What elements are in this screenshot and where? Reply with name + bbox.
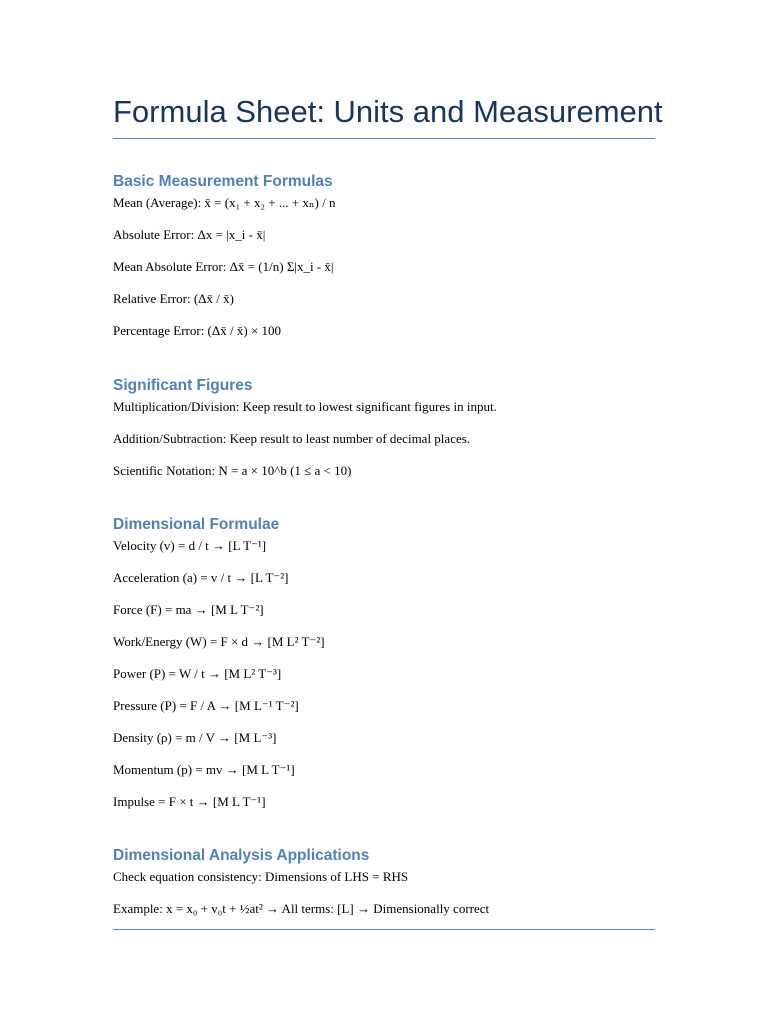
formula-power: Power (P) = W / t → [M L² T⁻³]	[113, 666, 282, 681]
rule-addition-subtraction: Addition/Subtraction: Keep result to least number of decimal places.	[113, 431, 471, 446]
page-title: Formula Sheet: Units and Measurement	[113, 94, 663, 129]
formula-percentage-error: Percentage Error: (Δx̄ / x̄) × 100	[113, 323, 282, 338]
formula-acceleration: Acceleration (a) = v / t → [L T⁻²]	[113, 570, 289, 585]
formula-mean: Mean (Average): x̄ = (x₁ + x₂ + ... + xₙ) / n	[113, 195, 336, 210]
rule-multiplication-division: Multiplication/Division: Keep result to lowest significant figures in input.	[113, 399, 497, 414]
formula-list	[113, 193, 655, 341]
section-dimensional-formulae	[113, 514, 655, 824]
formula-absolute-error: Absolute Error: Δx = |x_i - x̄|	[113, 227, 266, 242]
formula-mean-absolute-error: Mean Absolute Error: Δx̄ = (1/n) Σ|x_i - x̄|	[113, 259, 334, 274]
formula-density: Density (ρ) = m / V → [M L⁻³]	[113, 730, 277, 745]
formula-list	[113, 536, 655, 812]
section-dimensional-analysis-applications	[113, 845, 655, 931]
rule-list	[113, 397, 655, 481]
application-example: Example: x = x₀ + v₀t + ½at² → All terms: [L] → Dimensionally correct	[113, 901, 490, 916]
bottom-divider	[113, 929, 655, 930]
application-list	[113, 867, 655, 919]
rule-scientific-notation: Scientific Notation: N = a × 10^b (1 ≤ a < 10)	[113, 463, 352, 478]
section-heading: Significant Figures	[113, 377, 253, 394]
section-significant-figures	[113, 375, 655, 493]
formula-force: Force (F) = ma → [M L T⁻²]	[113, 602, 264, 617]
section-heading: Basic Measurement Formulas	[113, 173, 333, 190]
formula-velocity: Velocity (v) = d / t → [L T⁻¹]	[113, 538, 267, 553]
section-basic-measurement-formulas	[113, 171, 655, 353]
section-heading: Dimensional Formulae	[113, 516, 280, 533]
title-divider	[113, 138, 655, 139]
formula-momentum: Momentum (p) = mv → [M L T⁻¹]	[113, 762, 295, 777]
formula-pressure: Pressure (P) = F / A → [M L⁻¹ T⁻²]	[113, 698, 299, 713]
formula-impulse: Impulse = F × t → [M L T⁻¹]	[113, 794, 266, 809]
application-consistency-check: Check equation consistency: Dimensions of LHS = RHS	[113, 869, 409, 884]
formula-work-energy: Work/Energy (W) = F × d → [M L² T⁻²]	[113, 634, 325, 649]
formula-relative-error: Relative Error: (Δx̄ / x̄)	[113, 291, 234, 306]
section-heading: Dimensional Analysis Applications	[113, 847, 370, 864]
